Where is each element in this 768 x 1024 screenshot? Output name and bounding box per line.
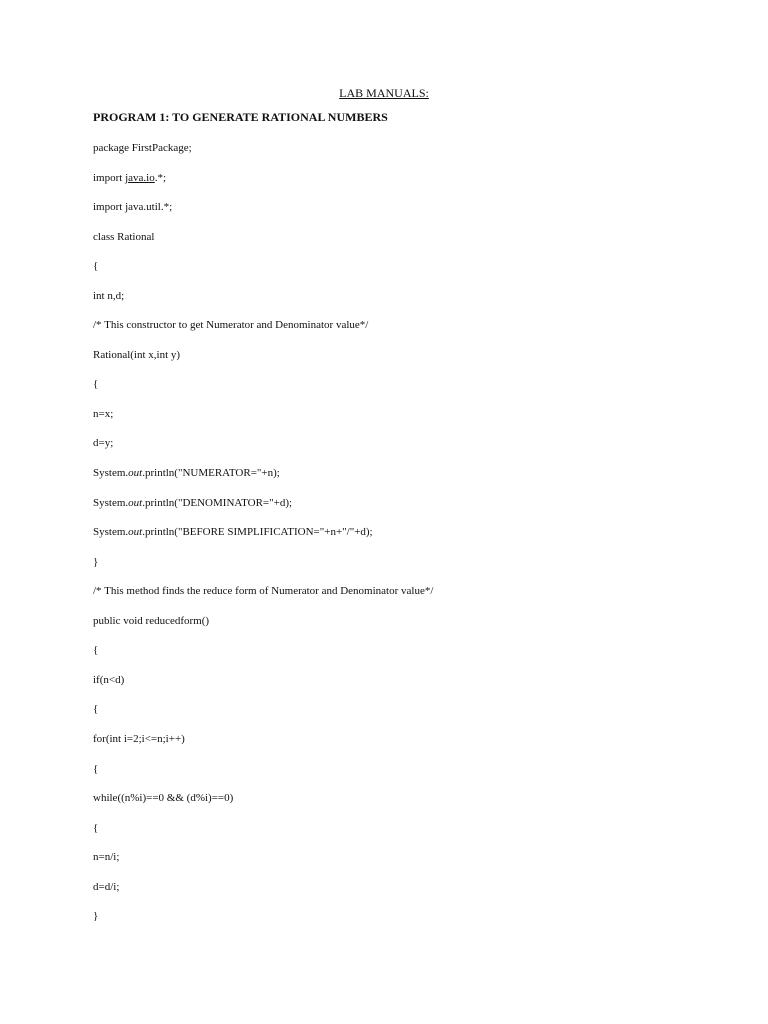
program-title: PROGRAM 1: TO GENERATE RATIONAL NUMBERS xyxy=(93,110,388,124)
code-line-brace-open: { xyxy=(93,378,99,390)
code-line-brace-open: { xyxy=(93,822,99,834)
code-line-class: class Rational xyxy=(93,231,155,243)
println-text: .println("NUMERATOR="+n); xyxy=(142,467,280,479)
code-line-comment-constructor: /* This constructor to get Numerator and Denominator value*/ xyxy=(93,319,369,331)
system-text: System. xyxy=(93,497,129,509)
code-line-print-before xyxy=(93,525,373,539)
code-line-package: package FirstPackage; xyxy=(93,142,192,154)
code-line-import-util: import java.util.*; xyxy=(93,201,173,213)
import-suffix: .*; xyxy=(154,172,167,184)
code-line-brace-open: { xyxy=(93,763,99,775)
system-text: System. xyxy=(93,467,129,479)
println-text: .println("DENOMINATOR="+d); xyxy=(142,497,293,509)
code-line-brace-open: { xyxy=(93,644,99,656)
code-line-import-io xyxy=(93,171,166,185)
out-text: out xyxy=(128,526,143,538)
code-line-assign-d: d=y; xyxy=(93,437,114,449)
code-line-if: if(n<d) xyxy=(93,674,125,686)
page-heading xyxy=(0,86,768,101)
out-text: out xyxy=(128,497,143,509)
code-line-method: public void reducedform() xyxy=(93,615,210,627)
code-line-print-numerator xyxy=(93,466,280,480)
code-line-constructor: Rational(int x,int y) xyxy=(93,349,181,361)
code-line-for: for(int i=2;i<=n;i++) xyxy=(93,733,185,745)
code-line-print-denominator xyxy=(93,496,292,510)
system-text: System. xyxy=(93,526,129,538)
import-keyword: import xyxy=(93,172,126,184)
out-text: out xyxy=(128,467,143,479)
code-line-brace-open: { xyxy=(93,703,99,715)
code-line-brace-open: { xyxy=(93,260,99,272)
java-io-link[interactable]: java.io xyxy=(125,172,155,184)
code-line-brace-close: } xyxy=(93,556,99,568)
code-line-divide-n: n=n/i; xyxy=(93,851,120,863)
code-line-fields: int n,d; xyxy=(93,290,125,302)
code-line-divide-d: d=d/i; xyxy=(93,881,120,893)
println-text: .println("BEFORE SIMPLIFICATION="+n+"/"+d); xyxy=(142,526,373,538)
code-line-assign-n: n=x; xyxy=(93,408,114,420)
code-line-while: while((n%i)==0 && (d%i)==0) xyxy=(93,792,234,804)
code-line-comment-reduce: /* This method finds the reduce form of Numerator and Denominator value*/ xyxy=(93,585,434,597)
code-line-brace-close: } xyxy=(93,910,99,922)
page-heading-text: LAB MANUALS: xyxy=(339,86,429,100)
